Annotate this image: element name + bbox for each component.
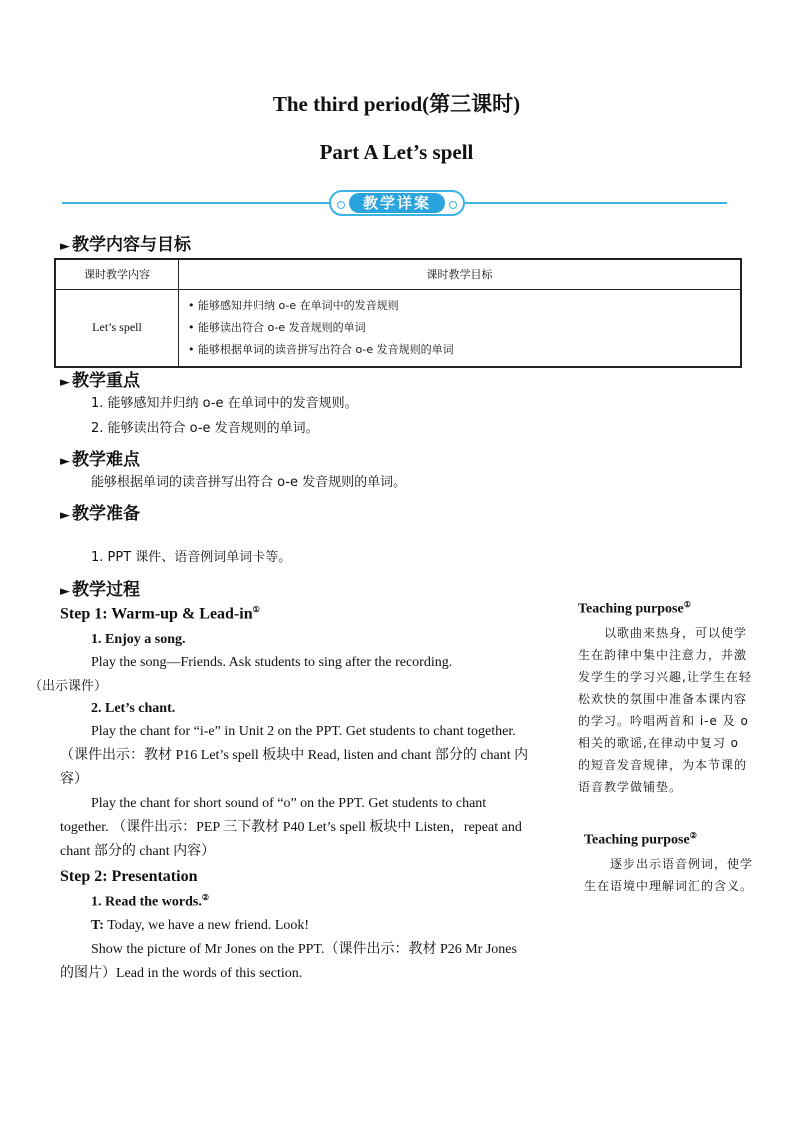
- banner-dot-left: [337, 201, 345, 209]
- key-point-item: 1. 能够感知并归纳 o-e 在单词中的发音规则。: [91, 396, 358, 411]
- song-note: （出示课件）: [29, 679, 108, 694]
- triangle-icon: ►: [60, 508, 70, 523]
- triangle-icon: ►: [60, 375, 70, 390]
- table-cell-content: Let’s spell: [55, 289, 179, 367]
- teacher-text: Today, we have a new friend. Look!: [103, 918, 310, 933]
- chant-heading: 2. Let’s chant.: [91, 701, 176, 716]
- banner-label: 教学详案: [349, 193, 445, 213]
- teaching-purpose-2-title: [584, 831, 697, 849]
- read-words-heading: [91, 893, 209, 911]
- difficulty-text: 能够根据单词的读音拼写出符合 o-e 发音规则的单词。: [91, 475, 407, 490]
- table-row: [55, 289, 741, 367]
- key-point-item: 2. 能够读出符合 o-e 发音规则的单词。: [91, 421, 319, 436]
- purpose-title: Teaching purpose: [584, 832, 690, 848]
- section-label: 教学难点: [72, 450, 140, 470]
- footnote-marker: ②: [689, 831, 697, 840]
- footnote-marker: ①: [252, 605, 260, 614]
- table-cell-goals: [179, 289, 742, 367]
- triangle-icon: ►: [60, 584, 70, 599]
- banner-dot-right: [449, 201, 457, 209]
- purpose-title: Teaching purpose: [578, 601, 684, 617]
- preparation-text: 1. PPT 课件、语音例词单词卡等。: [91, 550, 292, 565]
- section-label: 教学过程: [72, 580, 140, 600]
- footnote-marker: ②: [201, 893, 210, 902]
- footnote-marker: ①: [683, 600, 691, 609]
- list-item: • 能够读出符合 o-e 发音规则的单词: [188, 317, 731, 339]
- table-header-row: [55, 259, 741, 289]
- banner-line-right: [465, 202, 727, 204]
- banner-line-left: [62, 202, 329, 204]
- section-label: 教学重点: [72, 371, 140, 391]
- step-title: Step 1: Warm-up & Lead-in: [60, 605, 253, 623]
- read-words-label: 1. Read the words.: [91, 894, 202, 910]
- step-1-heading: [60, 605, 260, 623]
- song-text: Play the song—Friends. Ask students to sing after the recording.: [91, 655, 453, 670]
- section-heading-difficulties: [60, 445, 140, 470]
- section-heading-key-points: [60, 366, 140, 391]
- teaching-purpose-1-text: 以歌曲来热身，可以使学生在韵律中集中注意力，并激发学生的学习兴趣,让学生在轻松欢快的氛围中准备本课内容的学习。吟唱两首和 i-e 及 o 相关的歌谣,在律动中复习 o 的短音发音规律，为本节课的语音教学做铺垫。: [578, 626, 752, 794]
- step-2-heading: Step 2: Presentation: [60, 868, 198, 885]
- page-subtitle: Part A Let’s spell: [319, 140, 474, 164]
- show-picture-paragraph: Show the picture of Mr Jones on the PPT.（课件出示：教材 P26 Mr Jones 的图片）Lead in the words of this section.: [60, 942, 517, 981]
- section-heading-content-goals: [60, 230, 191, 255]
- table-header-cell: 课时教学目标: [179, 259, 742, 289]
- section-banner: [329, 190, 465, 216]
- chant-paragraph-2: Play the chant for short sound of “o” on the PPT. Get students to chant together. （课件出示：PEP 三下教材 P40 Let’s spell 板块中 Listen，repeat and chant 部分的 chant 内容）: [60, 796, 522, 859]
- triangle-icon: ►: [60, 454, 70, 469]
- page-title: The third period(第三课时): [272, 92, 521, 116]
- chant-paragraph-1: Play the chant for “i-e” in Unit 2 on the PPT. Get students to chant together.（课件出示：教材 P16 Let’s spell 板块中 Read, listen and chant 部分的 chant 内容）: [60, 724, 529, 787]
- teaching-purpose-1-title: [578, 600, 691, 618]
- section-heading-preparation: [60, 499, 140, 524]
- teacher-label: T:: [91, 918, 104, 933]
- section-label: 教学准备: [72, 504, 140, 524]
- teacher-line: [60, 914, 534, 938]
- section-heading-process: [60, 575, 140, 600]
- teaching-purpose-2-text: 逐步出示语音例词，使学生在语境中理解词汇的含义。: [584, 857, 754, 893]
- enjoy-song-heading: 1. Enjoy a song.: [91, 632, 186, 647]
- section-label: 教学内容与目标: [72, 235, 191, 255]
- goals-list: [180, 291, 739, 365]
- goals-table: [54, 258, 742, 368]
- list-item: • 能够感知并归纳 o-e 在单词中的发音规则: [188, 295, 731, 317]
- table-header-cell: 课时教学内容: [55, 259, 179, 289]
- song-paragraph: [29, 651, 534, 699]
- list-item: • 能够根据单词的读音拼写出符合 o-e 发音规则的单词: [188, 339, 731, 361]
- triangle-icon: ►: [60, 239, 70, 254]
